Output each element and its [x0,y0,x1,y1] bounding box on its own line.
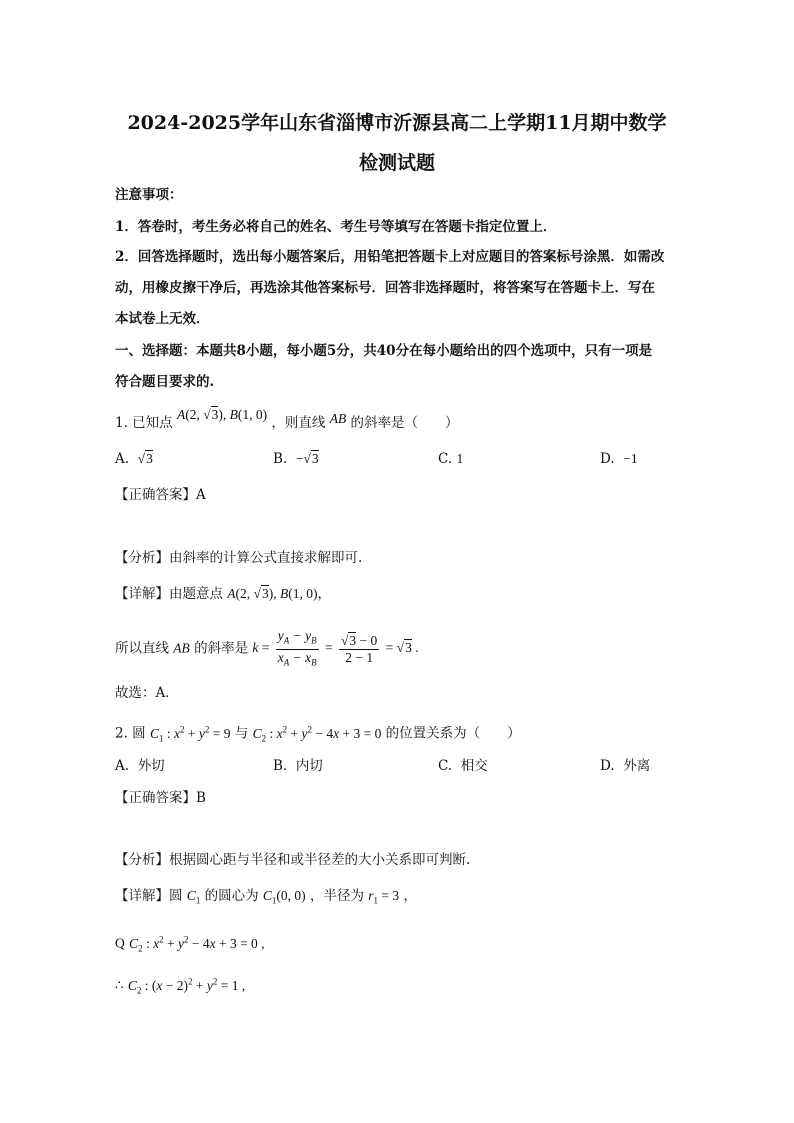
option-c-label: C. [438,451,453,467]
question-2-with: 与 [234,725,249,742]
option-b-label: B. [273,451,288,467]
option-b-label: B. [273,758,288,774]
question-2-step-therefore [115,972,245,999]
detail-points: A(2, √3), B(1, 0) [227,586,318,601]
answer-value: A [196,487,206,503]
analysis-text: 根据圆心距与半径和或半径差的大小关系即可判断. [169,852,471,868]
question-1-conclusion: 故选：A． [115,685,179,701]
section-heading-line-1: 一、选择题：本题共8小题，每小题5分，共40分在每小题给出的四个选项中，只有一项是 [115,343,653,359]
detail-part-1: 圆 [169,888,183,904]
option-a-value: √3 [137,451,153,466]
because-symbol: Q [115,935,125,951]
option-d-value: 外离 [623,758,651,774]
detail-text: 由题意点 [169,586,223,602]
question-1-stem [115,407,459,432]
option-b-value: −√3 [295,451,319,466]
analysis-text: 由斜率的计算公式直接求解即可. [169,550,363,566]
question-1-option-c [438,450,463,468]
question-1-middle: ，则直线 [271,415,326,431]
question-2-option-a [115,757,165,775]
document-title-line-1: 2024-2025学年山东省淄博市沂源县高二上学期11月期中数学 [127,112,667,134]
document-title-line-2: 检测试题 [358,152,435,174]
question-2-suffix: 的位置关系为（ ） [385,725,521,742]
question-1-suffix: 的斜率是（ ） [350,415,459,431]
center-c1: $C_1(0$, 0) [262,888,306,906]
circle-c1-equation: $C_1$ : $x^2 + y^2 = 9$ [149,724,231,744]
question-1-option-a [115,450,153,468]
option-d-value: −1 [623,451,638,466]
slope-line-name: AB [173,640,190,656]
c2-equation-standard: $C_2$ : $(x - 2)^2 + y^2 = 1$ , [127,976,246,996]
question-2-step-because [115,930,265,957]
option-a-label: A. [115,451,130,467]
question-1-answer [115,486,206,504]
slope-formula: k = $\frac{y_A - y_B}{x_A - x_B}$ = $\frac{√3 - 0}{2 - 1}$ = √3 . [252,628,419,668]
notice-heading: 注意事项： [115,187,183,203]
radius-r1: $r_1 = 3$ [368,888,400,906]
question-2-prefix: 2. 圆 [115,725,146,742]
option-d-label: D. [600,758,615,774]
slope-mid: 的斜率是 [194,640,249,657]
option-c-value: 相交 [460,758,488,774]
answer-label: 【正确答案】 [115,487,196,503]
notice-item-1: 1．答卷时，考生务必将自己的姓名、考生号等填写在答题卡指定位置上． [115,219,557,235]
notice-item-2-line-3: 本试卷上无效． [115,311,210,327]
circle-c1-symbol: $C_1$ [186,888,201,906]
c2-equation-general: $C_2$ : $x^2 + y^2 - 4x + 3 = 0$ , [129,934,265,954]
question-2-option-c [438,757,488,775]
therefore-symbol: ∴ [115,977,124,993]
question-1-slope-formula [115,628,419,670]
question-1-prefix: 1. 已知点 [115,415,173,431]
option-c-label: C. [438,758,453,774]
option-a-label: A. [115,758,130,774]
notice-item-2-line-2: 动，用橡皮擦干净后，再选涂其他答案标号．回答非选择题时，将答案写在答题卡上．写在 [115,280,655,296]
question-2-stem [115,720,521,747]
question-1-option-d [600,450,638,468]
question-1-detail [115,585,331,603]
detail-part-2: 的圆心为 [204,888,259,904]
detail-part-3: ，半径为 [309,888,364,904]
analysis-label: 【分析】 [115,852,169,868]
option-d-label: D. [600,451,615,467]
question-2-option-b [273,757,323,775]
question-1-analysis [115,549,362,567]
question-2-answer [115,789,206,807]
slope-prefix: 所以直线 [115,640,169,657]
question-1-line-name: AB [329,411,347,426]
answer-value: B [196,790,206,806]
option-a-value: 外切 [137,758,165,774]
question-2-analysis [115,851,470,869]
section-heading-line-2: 符合题目要求的. [115,374,215,390]
option-b-value: 内切 [295,758,323,774]
question-2-detail [115,887,417,910]
detail-part-4: ， [403,888,417,904]
question-2-option-d [600,757,650,775]
option-c-value: 1 [456,451,464,466]
detail-label: 【详解】 [115,888,169,904]
question-1-points: A(2, √3), B(1, 0) [176,407,268,422]
answer-label: 【正确答案】 [115,790,196,806]
circle-c2-equation: $C_2$ : $x^2 + y^2 - 4x + 3 = 0$ [252,724,382,744]
question-1-option-b [273,450,319,468]
notice-item-2-line-1: 2．回答选择题时，选出每小题答案后，用铅笔把答题卡上对应题目的答案标号涂黑．如需改 [115,249,665,265]
detail-end: ， [317,586,331,602]
detail-label: 【详解】 [115,586,169,602]
analysis-label: 【分析】 [115,550,169,566]
